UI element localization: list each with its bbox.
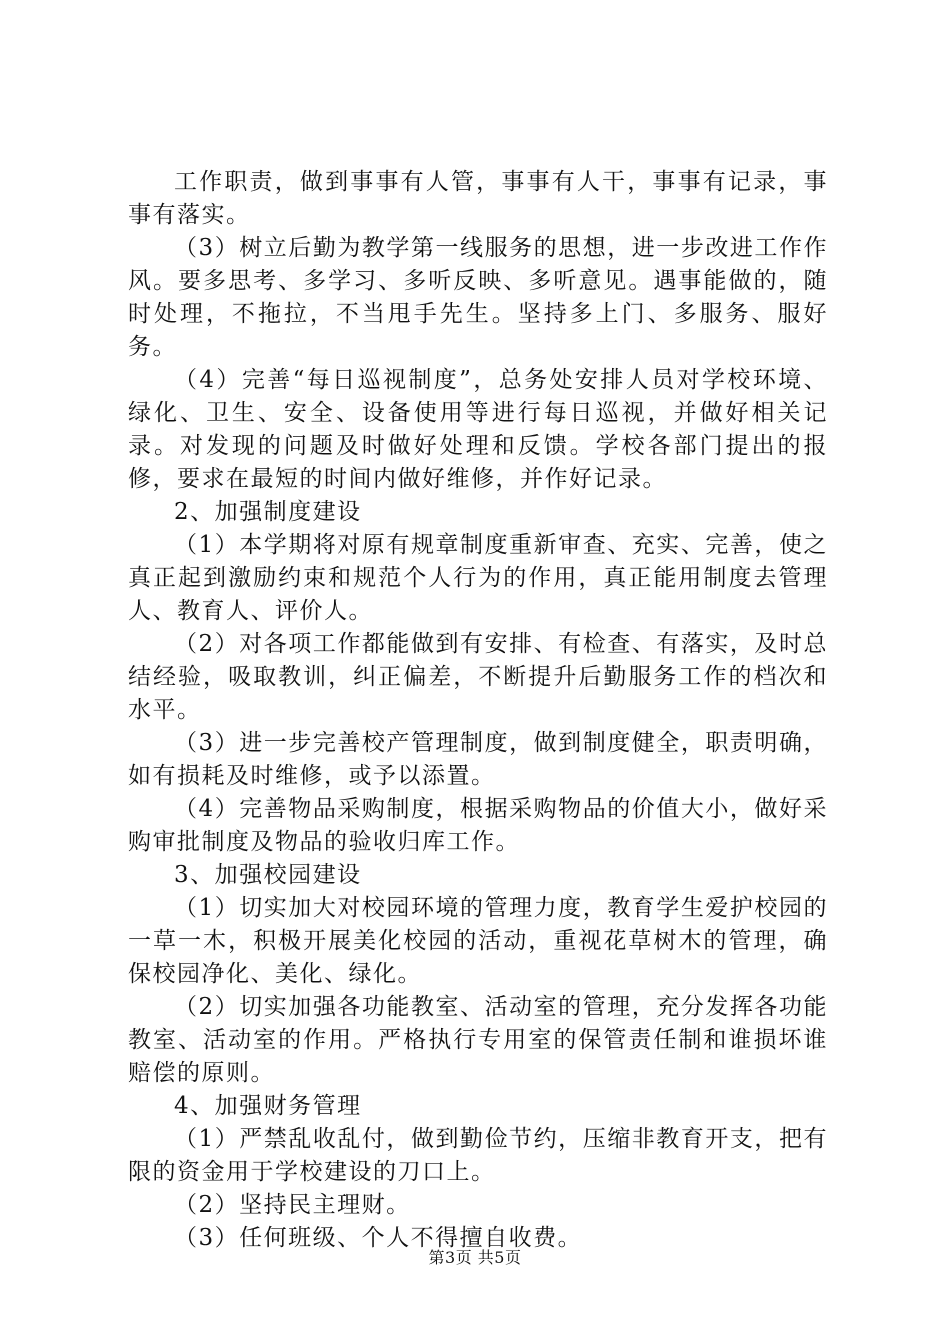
section-heading-4: 4、加强财务管理	[174, 1093, 362, 1119]
paragraph-system-item-4: （4）完善物品采购制度，根据采购物品的价值大小，做好采购审批制度及物品的验收归库工作。	[128, 796, 828, 855]
paragraph-item-3-service: （3）树立后勤为教学第一线服务的思想，进一步改进工作作风。要多思考、多学习、多听反映、多听意见。遇事能做的，随时处理，不拖拉，不当甩手先生。坚持多上门、多服务、服好务。	[128, 235, 828, 360]
paragraph-item-4-inspection: （4）完善“每日巡视制度”，总务处安排人员对学校环境、绿化、卫生、安全、设备使用等进行每日巡视，并做好相关记录。对发现的问题及时做好处理和反馈。学校各部门提出的报修，要求在最短的时间内做好维修，并作好记录。	[128, 367, 828, 492]
paragraph-duties-continued: 工作职责，做到事事有人管，事事有人干，事事有记录，事事有落实。	[128, 169, 828, 228]
section-heading-2: 2、加强制度建设	[174, 499, 362, 525]
paragraph-finance-item-1: （1）严禁乱收乱付，做到勤俭节约，压缩非教育开支，把有限的资金用于学校建设的刀口上。	[128, 1126, 828, 1185]
page-number-footer: 第3页 共5页	[428, 1248, 522, 1267]
paragraph-system-item-1: （1）本学期将对原有规章制度重新审查、充实、完善，使之真正起到激励约束和规范个人行为的作用，真正能用制度去管理人、教育人、评价人。	[128, 532, 828, 624]
paragraph-system-item-2: （2）对各项工作都能做到有安排、有检查、有落实，及时总结经验，吸取教训，纠正偏差，不断提升后勤服务工作的档次和水平。	[128, 631, 828, 723]
paragraph-finance-item-2: （2）坚持民主理财。	[174, 1192, 411, 1218]
paragraph-campus-item-1: （1）切实加大对校园环境的管理力度，教育学生爱护校园的一草一木，积极开展美化校园的活动，重视花草树木的管理，确保校园净化、美化、绿化。	[128, 895, 828, 987]
paragraph-finance-item-3: （3）任何班级、个人不得擅自收费。	[174, 1225, 583, 1251]
paragraph-system-item-3: （3）进一步完善校产管理制度，做到制度健全，职责明确，如有损耗及时维修，或予以添置。	[128, 730, 828, 789]
section-heading-3: 3、加强校园建设	[174, 862, 362, 888]
paragraph-campus-item-2: （2）切实加强各功能教室、活动室的管理，充分发挥各功能教室、活动室的作用。严格执行专用室的保管责任制和谁损坏谁赔偿的原则。	[128, 994, 828, 1086]
document-body	[128, 166, 828, 1255]
